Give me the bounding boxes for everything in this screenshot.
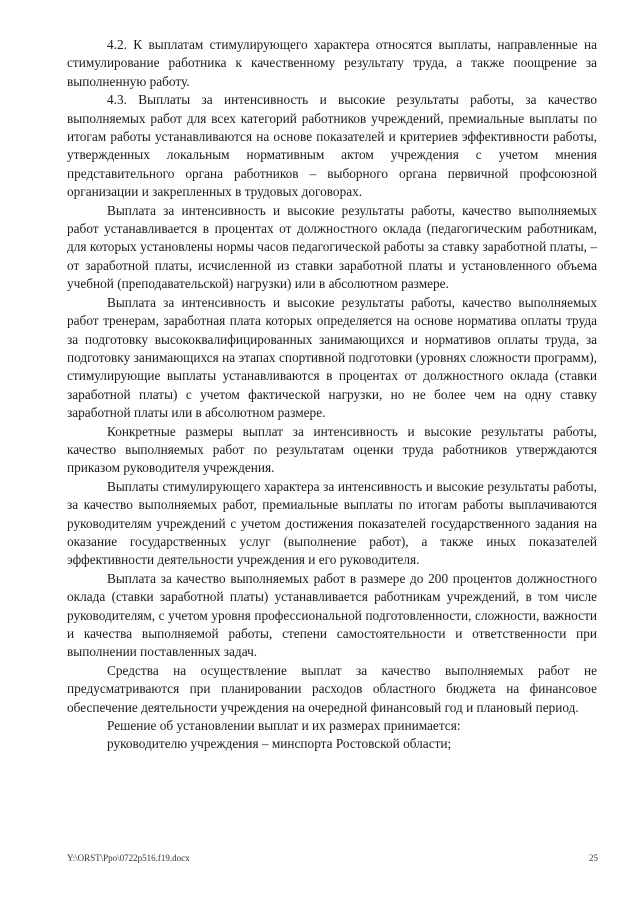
footer-file-path: Y:\ORST\Ppo\0722p516.f19.docx	[67, 853, 190, 863]
paragraph-quality-payment: Выплата за качество выполняемых работ в размере до 200 процентов должностного оклада (ставки заработной платы) устанавливается работникам учреждений, в том числе руководителям, с учетом уровня профессиональной подготовленности, сложности, важности и качества выполняемой работы, степени самостоятельности и ответственности при выполнении поставленных задач.	[67, 570, 597, 660]
paragraph-intensity-payment: Выплата за интенсивность и высокие результаты работы, качество выполняемых работ устанавливается в процентах от должностного оклада (педагогическим работникам, для которых установлены нормы часов педагогической работы за ставку заработной платы, – от заработной платы, исчисленной из ставки заработной платы и установленного объема учебной (преподавательской) нагрузки) или в абсолютном размере.	[67, 202, 597, 292]
footer-page-number: 25	[589, 853, 598, 863]
paragraph-head-of-institution: руководителю учреждения – минспорта Ростовской области;	[107, 736, 452, 752]
paragraph-specific-amounts: Конкретные размеры выплат за интенсивность и высокие результаты работы, качество выполняемых работ по результатам оценки труда работников утверждаются приказом руководителя учреждения.	[67, 423, 597, 476]
paragraph-funding: Средства на осуществление выплат за качество выполняемых работ не предусматриваются при планировании расходов областного бюджета на финансовое обеспечение деятельности учреждения на очередной финансовый год и плановый период.	[67, 662, 597, 715]
paragraph-coaches-payment: Выплата за интенсивность и высокие результаты работы, качество выполняемых работ тренерам, заработная плата которых определяется на основе норматива оплаты труда за подготовку высококвалифицированных занимающихся и нормативов оплаты труда, за подготовку занимающихся на этапах спортивной подготовки (уровнях сложности программ), стимулирующие выплаты устанавливаются в процентах от должностного оклада (ставки заработной платы) с учетом фактической нагрузки, но не более чем на одну ставку заработной платы или в абсолютном размере.	[67, 294, 597, 421]
document-body	[67, 36, 597, 754]
paragraph-4-2: 4.2. К выплатам стимулирующего характера относятся выплаты, направленные на стимулирование работника к качественному результату труда, а также поощрение за выполненную работу.	[67, 37, 597, 89]
paragraph-managers-payments: Выплаты стимулирующего характера за интенсивность и высокие результаты работы, за качество выполняемых работ, премиальные выплаты по итогам работы выплачиваются руководителям учреждений с учетом достижения показателей государственного задания на оказание государственных услуг (выполнение работ), а также иных показателей эффективности деятельности учреждения и его руководителя.	[67, 478, 597, 568]
paragraph-decision: Решение об установлении выплат и их размерах принимается:	[107, 718, 461, 734]
paragraph-4-3: 4.3. Выплаты за интенсивность и высокие результаты работы, за качество выполняемых работ для всех категорий работников учреждений, премиальные выплаты по итогам работы устанавливаются на основе показателей и критериев эффективности работы, утвержденных локальным нормативным актом учреждения с учетом мнения представительного органа работников – выборного органа первичной профсоюзной организации и закрепленных в трудовых договорах.	[67, 92, 597, 200]
